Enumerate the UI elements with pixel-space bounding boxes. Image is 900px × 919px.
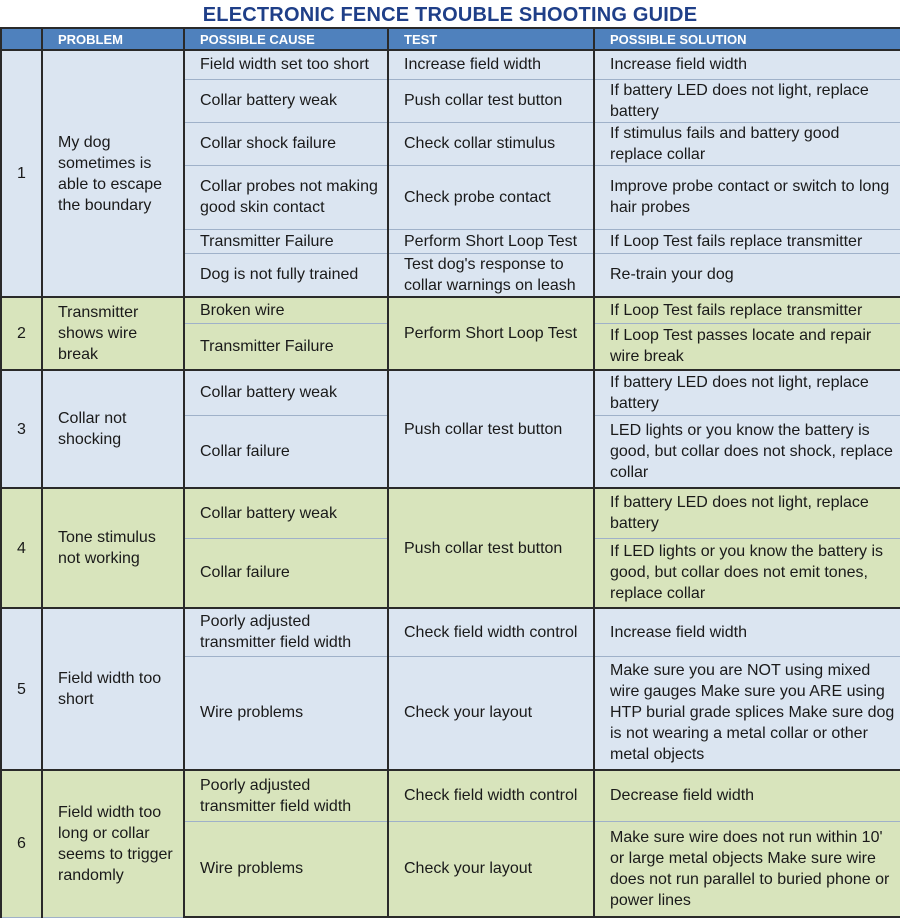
cause-cell: Field width set too short bbox=[184, 50, 388, 79]
problem-text: Transmitter shows wire break bbox=[42, 297, 184, 370]
cause-cell: Collar failure bbox=[184, 538, 388, 608]
header-possible-solution: POSSIBLE SOLUTION bbox=[594, 28, 900, 50]
problem-text: Tone stimulus not working bbox=[42, 488, 184, 608]
test-cell: Test dog's response to collar warnings on leash bbox=[388, 253, 594, 297]
problem-number: 4 bbox=[1, 488, 42, 608]
cause-cell: Collar probes not making good skin contact bbox=[184, 165, 388, 229]
table-row bbox=[1, 770, 900, 821]
solution-cell: Improve probe contact or switch to long hair probes bbox=[594, 165, 900, 229]
solution-cell: If battery LED does not light, replace battery bbox=[594, 488, 900, 538]
test-cell: Check field width control bbox=[388, 770, 594, 821]
page-title: ELECTRONIC FENCE TROUBLE SHOOTING GUIDE bbox=[202, 4, 698, 26]
solution-cell: LED lights or you know the battery is good, but collar does not shock, replace collar bbox=[594, 415, 900, 488]
test-cell: Perform Short Loop Test bbox=[388, 229, 594, 253]
cause-cell: Collar failure bbox=[184, 415, 388, 488]
solution-cell: If Loop Test passes locate and repair wire break bbox=[594, 323, 900, 370]
cause-cell: Collar battery weak bbox=[184, 370, 388, 415]
solution-cell: Re-train your dog bbox=[594, 253, 900, 297]
test-cell: Increase field width bbox=[388, 50, 594, 79]
cause-cell: Transmitter Failure bbox=[184, 323, 388, 370]
header-number bbox=[1, 28, 42, 50]
solution-cell: Increase field width bbox=[594, 50, 900, 79]
test-cell: Perform Short Loop Test bbox=[388, 297, 594, 370]
test-cell: Check your layout bbox=[388, 821, 594, 917]
problem-text: Collar not shocking bbox=[42, 370, 184, 488]
table-row bbox=[1, 297, 900, 323]
cause-cell: Poorly adjusted transmitter field width bbox=[184, 608, 388, 656]
test-cell: Check probe contact bbox=[388, 165, 594, 229]
header-possible-cause: POSSIBLE CAUSE bbox=[184, 28, 388, 50]
header-row bbox=[1, 28, 900, 50]
problem-number: 2 bbox=[1, 297, 42, 370]
header-problem: PROBLEM bbox=[42, 28, 184, 50]
problem-number: 6 bbox=[1, 770, 42, 917]
solution-cell: Make sure wire does not run within 10' or large metal objects Make sure wire does not run parallel to buried phone or power lines bbox=[594, 821, 900, 917]
cause-cell: Collar shock failure bbox=[184, 122, 388, 165]
test-cell: Check field width control bbox=[388, 608, 594, 656]
table-row bbox=[1, 608, 900, 656]
solution-cell: Decrease field width bbox=[594, 770, 900, 821]
test-cell: Push collar test button bbox=[388, 370, 594, 488]
solution-cell: If battery LED does not light, replace battery bbox=[594, 370, 900, 415]
header-test: TEST bbox=[388, 28, 594, 50]
solution-cell: If Loop Test fails replace transmitter bbox=[594, 229, 900, 253]
problem-text: Field width too long or collar seems to trigger randomly bbox=[42, 770, 184, 917]
solution-cell: Increase field width bbox=[594, 608, 900, 656]
table-row bbox=[1, 50, 900, 79]
cause-cell: Broken wire bbox=[184, 297, 388, 323]
problem-text: Field width too short bbox=[42, 608, 184, 770]
cause-cell: Transmitter Failure bbox=[184, 229, 388, 253]
solution-cell: If LED lights or you know the battery is good, but collar does not emit tones, replace collar bbox=[594, 538, 900, 608]
cause-cell: Collar battery weak bbox=[184, 79, 388, 122]
test-cell: Check collar stimulus bbox=[388, 122, 594, 165]
test-cell: Push collar test button bbox=[388, 79, 594, 122]
troubleshooting-table bbox=[0, 27, 900, 918]
cause-cell: Wire problems bbox=[184, 656, 388, 770]
problem-number: 5 bbox=[1, 608, 42, 770]
problem-number: 1 bbox=[1, 50, 42, 297]
solution-cell: If stimulus fails and battery good replace collar bbox=[594, 122, 900, 165]
problem-text: My dog sometimes is able to escape the boundary bbox=[42, 50, 184, 297]
cause-cell: Dog is not fully trained bbox=[184, 253, 388, 297]
cause-cell: Wire problems bbox=[184, 821, 388, 917]
solution-cell: If battery LED does not light, replace battery bbox=[594, 79, 900, 122]
cause-cell: Collar battery weak bbox=[184, 488, 388, 538]
table-row bbox=[1, 488, 900, 538]
table-row bbox=[1, 370, 900, 415]
test-cell: Push collar test button bbox=[388, 488, 594, 608]
test-cell: Check your layout bbox=[388, 656, 594, 770]
solution-cell: If Loop Test fails replace transmitter bbox=[594, 297, 900, 323]
cause-cell: Poorly adjusted transmitter field width bbox=[184, 770, 388, 821]
problem-number: 3 bbox=[1, 370, 42, 488]
solution-cell: Make sure you are NOT using mixed wire gauges Make sure you ARE using HTP burial grade splices Make sure dog is not wearing a metal collar or other metal objects bbox=[594, 656, 900, 770]
